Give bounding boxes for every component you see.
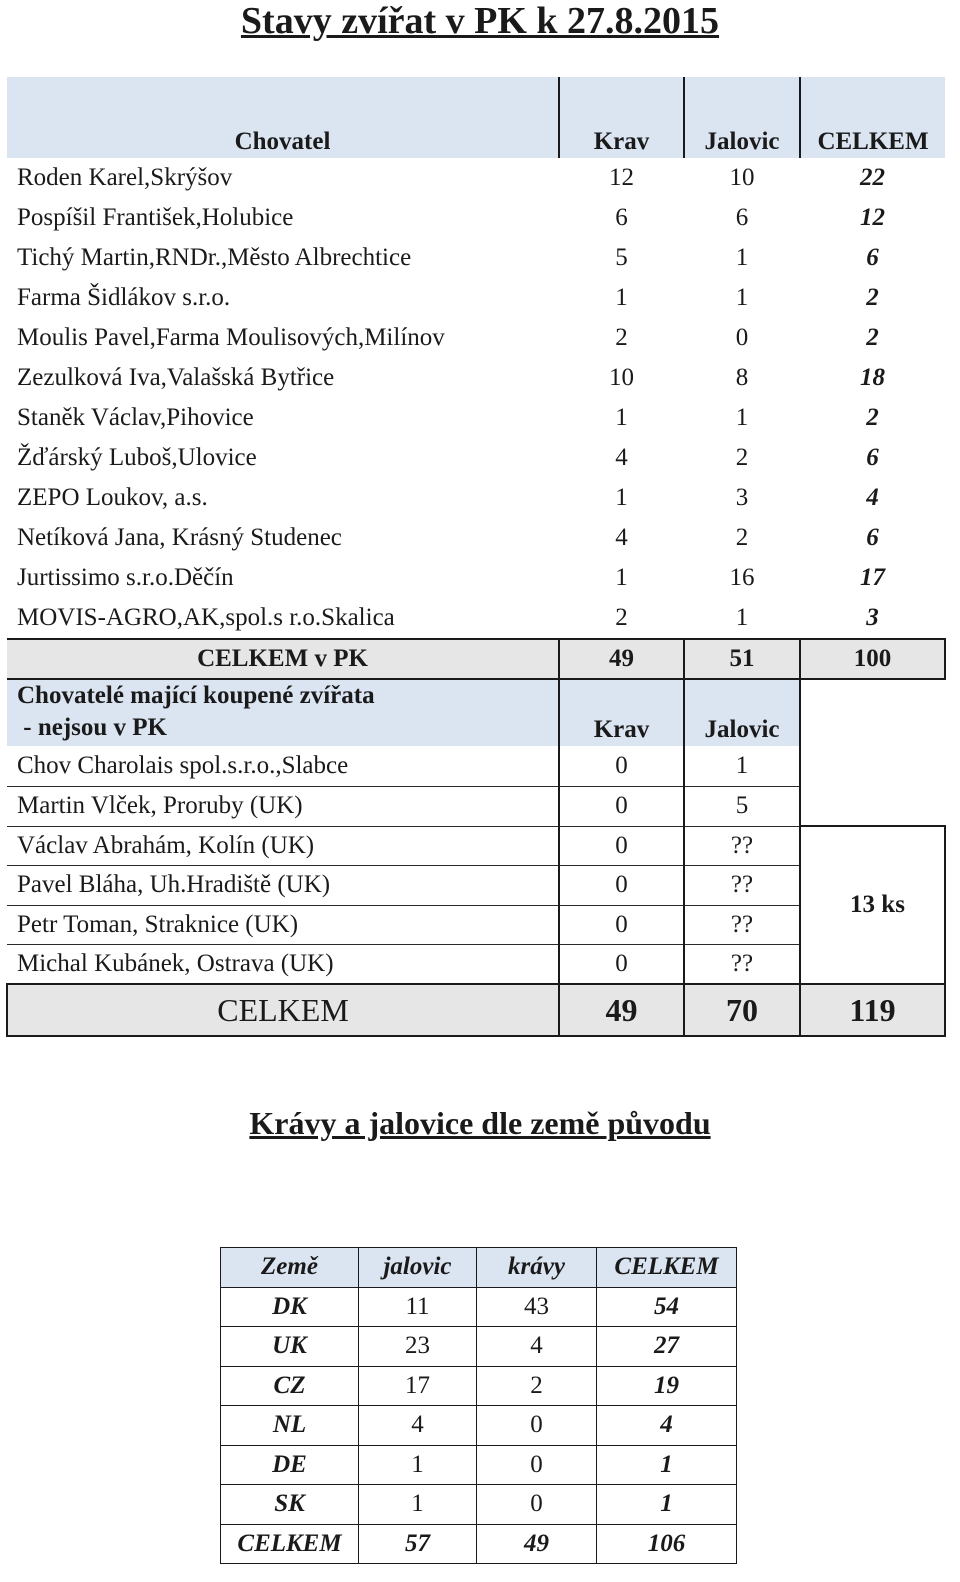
cows-count: 1: [615, 484, 628, 511]
origin-total-cows: 49: [477, 1524, 597, 1564]
pk-total-all: 100: [800, 639, 945, 679]
breeder-name: Staněk Václav,Pihovice: [17, 404, 254, 431]
table-row: [7, 478, 945, 518]
origin-title: Krávy a jalovice dle země původu: [249, 1105, 711, 1141]
purchased-row: [7, 746, 945, 786]
country-code: CZ: [221, 1366, 359, 1406]
row-total: 6: [866, 524, 879, 551]
purchased-breeder-name: Martin Vlček, Proruby (UK): [7, 786, 559, 826]
heifers-count: 1: [735, 244, 749, 271]
row-total: 2: [866, 404, 879, 431]
origin-header-zeme: Země: [221, 1248, 359, 1288]
table-row: [7, 558, 945, 598]
country-code: UK: [221, 1327, 359, 1367]
purchased-breeder-name: Petr Toman, Straknice (UK): [7, 905, 559, 945]
grand-total-heifers: 70: [684, 984, 800, 1036]
heifers-count: 6: [735, 204, 749, 231]
origin-row: [221, 1445, 737, 1485]
row-total: 17: [860, 564, 885, 591]
table-row: [7, 158, 945, 198]
heifers-count: 1: [359, 1485, 477, 1525]
table-row: [7, 318, 945, 358]
cows-count: 1: [615, 564, 628, 591]
header-jalovic: Jalovic: [684, 77, 800, 158]
heifers-count: 0: [735, 324, 749, 351]
heifers-count: 17: [359, 1366, 477, 1406]
country-code: SK: [221, 1485, 359, 1525]
country-total: 27: [597, 1327, 737, 1367]
breeder-name: Pospíšil František,Holubice: [17, 204, 294, 231]
breeder-name: Roden Karel,Skrýšov: [17, 164, 233, 191]
origin-row: [221, 1287, 737, 1327]
header-krav: Krav: [559, 77, 684, 158]
heifers-count: 1: [735, 284, 749, 311]
country-total: 54: [597, 1287, 737, 1327]
pk-total-cows: 49: [559, 639, 684, 679]
header-celkem: CELKEM: [800, 77, 945, 158]
country-total: 1: [597, 1485, 737, 1525]
heifers-count: 23: [359, 1327, 477, 1367]
purchased-heifers: 1: [684, 746, 800, 786]
heifers-count: 1: [735, 604, 749, 631]
purchased-header-jalovic: Jalovic: [684, 679, 800, 746]
purchased-header-line2: - nejsou v PK: [17, 714, 167, 741]
header-row: [7, 77, 945, 158]
origin-total-label: CELKEM: [221, 1524, 359, 1564]
purchased-breeder-name: Michal Kubánek, Ostrava (UK): [7, 945, 559, 985]
table-row: [7, 358, 945, 398]
heifers-count: 16: [729, 564, 755, 591]
purchased-breeder-name: Chov Charolais spol.s.r.o.,Slabce: [7, 746, 559, 786]
cows-count: 4: [615, 444, 628, 471]
cows-count: 1: [615, 284, 628, 311]
cows-count: 43: [477, 1287, 597, 1327]
heifers-count: 1: [359, 1445, 477, 1485]
uk-group-total: 13 ks: [800, 826, 945, 984]
table-row: [7, 238, 945, 278]
origin-header-celkem: CELKEM: [597, 1248, 737, 1288]
blank-cell: [800, 786, 945, 826]
pk-total-heifers: 51: [684, 639, 800, 679]
row-total: 18: [860, 364, 885, 391]
cows-count: 0: [477, 1445, 597, 1485]
heifers-count: 3: [735, 484, 749, 511]
row-total: 4: [866, 484, 879, 511]
table-row: [7, 438, 945, 478]
grand-total-all: 119: [800, 984, 945, 1036]
grand-total-row: [7, 984, 945, 1036]
cows-count: 0: [477, 1406, 597, 1446]
breeders-table: [6, 77, 946, 1037]
breeder-name: Netíková Jana, Krásný Studenec: [17, 524, 342, 551]
origin-table: [220, 1247, 737, 1564]
header-chovatel: Chovatel: [7, 77, 559, 158]
country-code: NL: [221, 1406, 359, 1446]
breeder-name: ZEPO Loukov, a.s.: [17, 484, 208, 511]
purchased-heifers: ??: [684, 905, 800, 945]
blank-cell: [800, 746, 945, 786]
heifers-count: 4: [359, 1406, 477, 1446]
row-total: 6: [866, 244, 879, 271]
pk-total-label: CELKEM v PK: [7, 639, 559, 679]
country-total: 1: [597, 1445, 737, 1485]
purchased-heifers: ??: [684, 826, 800, 866]
breeder-name: Tichý Martin,RNDr.,Město Albrechtice: [17, 244, 412, 271]
row-total: 22: [860, 164, 885, 191]
cows-count: 6: [615, 204, 628, 231]
origin-total-all: 106: [597, 1524, 737, 1564]
table-row: [7, 398, 945, 438]
purchased-breeder-name: Pavel Bláha, Uh.Hradiště (UK): [7, 866, 559, 906]
table-row: [7, 278, 945, 318]
purchased-heifers: ??: [684, 866, 800, 906]
row-total: 2: [866, 324, 879, 351]
cows-count: 5: [615, 244, 628, 271]
breeder-name: Moulis Pavel,Farma Moulisových,Milínov: [17, 324, 445, 351]
origin-total-heifers: 57: [359, 1524, 477, 1564]
row-total: 12: [860, 204, 885, 231]
cows-count: 1: [615, 404, 628, 431]
row-total: 2: [866, 284, 879, 311]
breeder-name: Jurtissimo s.r.o.Děčín: [17, 564, 234, 591]
purchased-header-krav: Krav: [559, 679, 684, 746]
purchased-header-title: [7, 679, 559, 746]
purchased-cows: 0: [559, 826, 684, 866]
country-total: 4: [597, 1406, 737, 1446]
row-total: 6: [866, 444, 879, 471]
table-row: [7, 198, 945, 238]
breeder-name: MOVIS-AGRO,AK,spol.s r.o.Skalica: [17, 604, 395, 631]
origin-row: [221, 1327, 737, 1367]
heifers-count: 11: [359, 1287, 477, 1327]
cows-count: 4: [477, 1327, 597, 1367]
cows-count: 0: [477, 1485, 597, 1525]
grand-total-cows: 49: [559, 984, 684, 1036]
origin-row: [221, 1366, 737, 1406]
origin-header-kravy: krávy: [477, 1248, 597, 1288]
heifers-count: 10: [729, 164, 755, 191]
heifers-count: 1: [735, 404, 749, 431]
cows-count: 2: [615, 604, 628, 631]
purchased-cows: 0: [559, 905, 684, 945]
purchased-header-line1: Chovatelé mající koupené zvířata: [17, 682, 375, 709]
purchased-header-row: [7, 679, 945, 746]
purchased-row: [7, 826, 945, 866]
origin-header-jalovic: jalovic: [359, 1248, 477, 1288]
purchased-heifers: ??: [684, 945, 800, 985]
cows-count: 2: [615, 324, 628, 351]
cows-count: 4: [615, 524, 628, 551]
origin-total-row: [221, 1524, 737, 1564]
heifers-count: 2: [735, 444, 749, 471]
origin-row: [221, 1485, 737, 1525]
cows-count: 10: [609, 364, 634, 391]
table-row: [7, 598, 945, 639]
row-total: 3: [866, 604, 879, 631]
origin-row: [221, 1406, 737, 1446]
breeder-name: Farma Šidlákov s.r.o.: [17, 284, 231, 311]
purchased-heifers: 5: [684, 786, 800, 826]
cows-count: 2: [477, 1366, 597, 1406]
heifers-count: 2: [735, 524, 749, 551]
purchased-row: [7, 786, 945, 826]
heifers-count: 8: [735, 364, 749, 391]
purchased-breeder-name: Václav Abrahám, Kolín (UK): [7, 826, 559, 866]
breeder-name: Žďárský Luboš,Ulovice: [17, 444, 257, 471]
purchased-cows: 0: [559, 866, 684, 906]
purchased-cows: 0: [559, 945, 684, 985]
cows-count: 12: [609, 164, 634, 191]
country-total: 19: [597, 1366, 737, 1406]
pk-total-row: [7, 639, 945, 679]
origin-header-row: [221, 1248, 737, 1288]
breeder-name: Zezulková Iva,Valašská Bytřice: [17, 364, 335, 391]
country-code: DK: [221, 1287, 359, 1327]
country-code: DE: [221, 1445, 359, 1485]
grand-total-label: CELKEM: [7, 984, 559, 1036]
blank-cell: [800, 679, 945, 746]
purchased-cows: 0: [559, 786, 684, 826]
table-row: [7, 518, 945, 558]
purchased-cows: 0: [559, 746, 684, 786]
page-title: Stavy zvířat v PK k 27.8.2015: [240, 0, 720, 42]
